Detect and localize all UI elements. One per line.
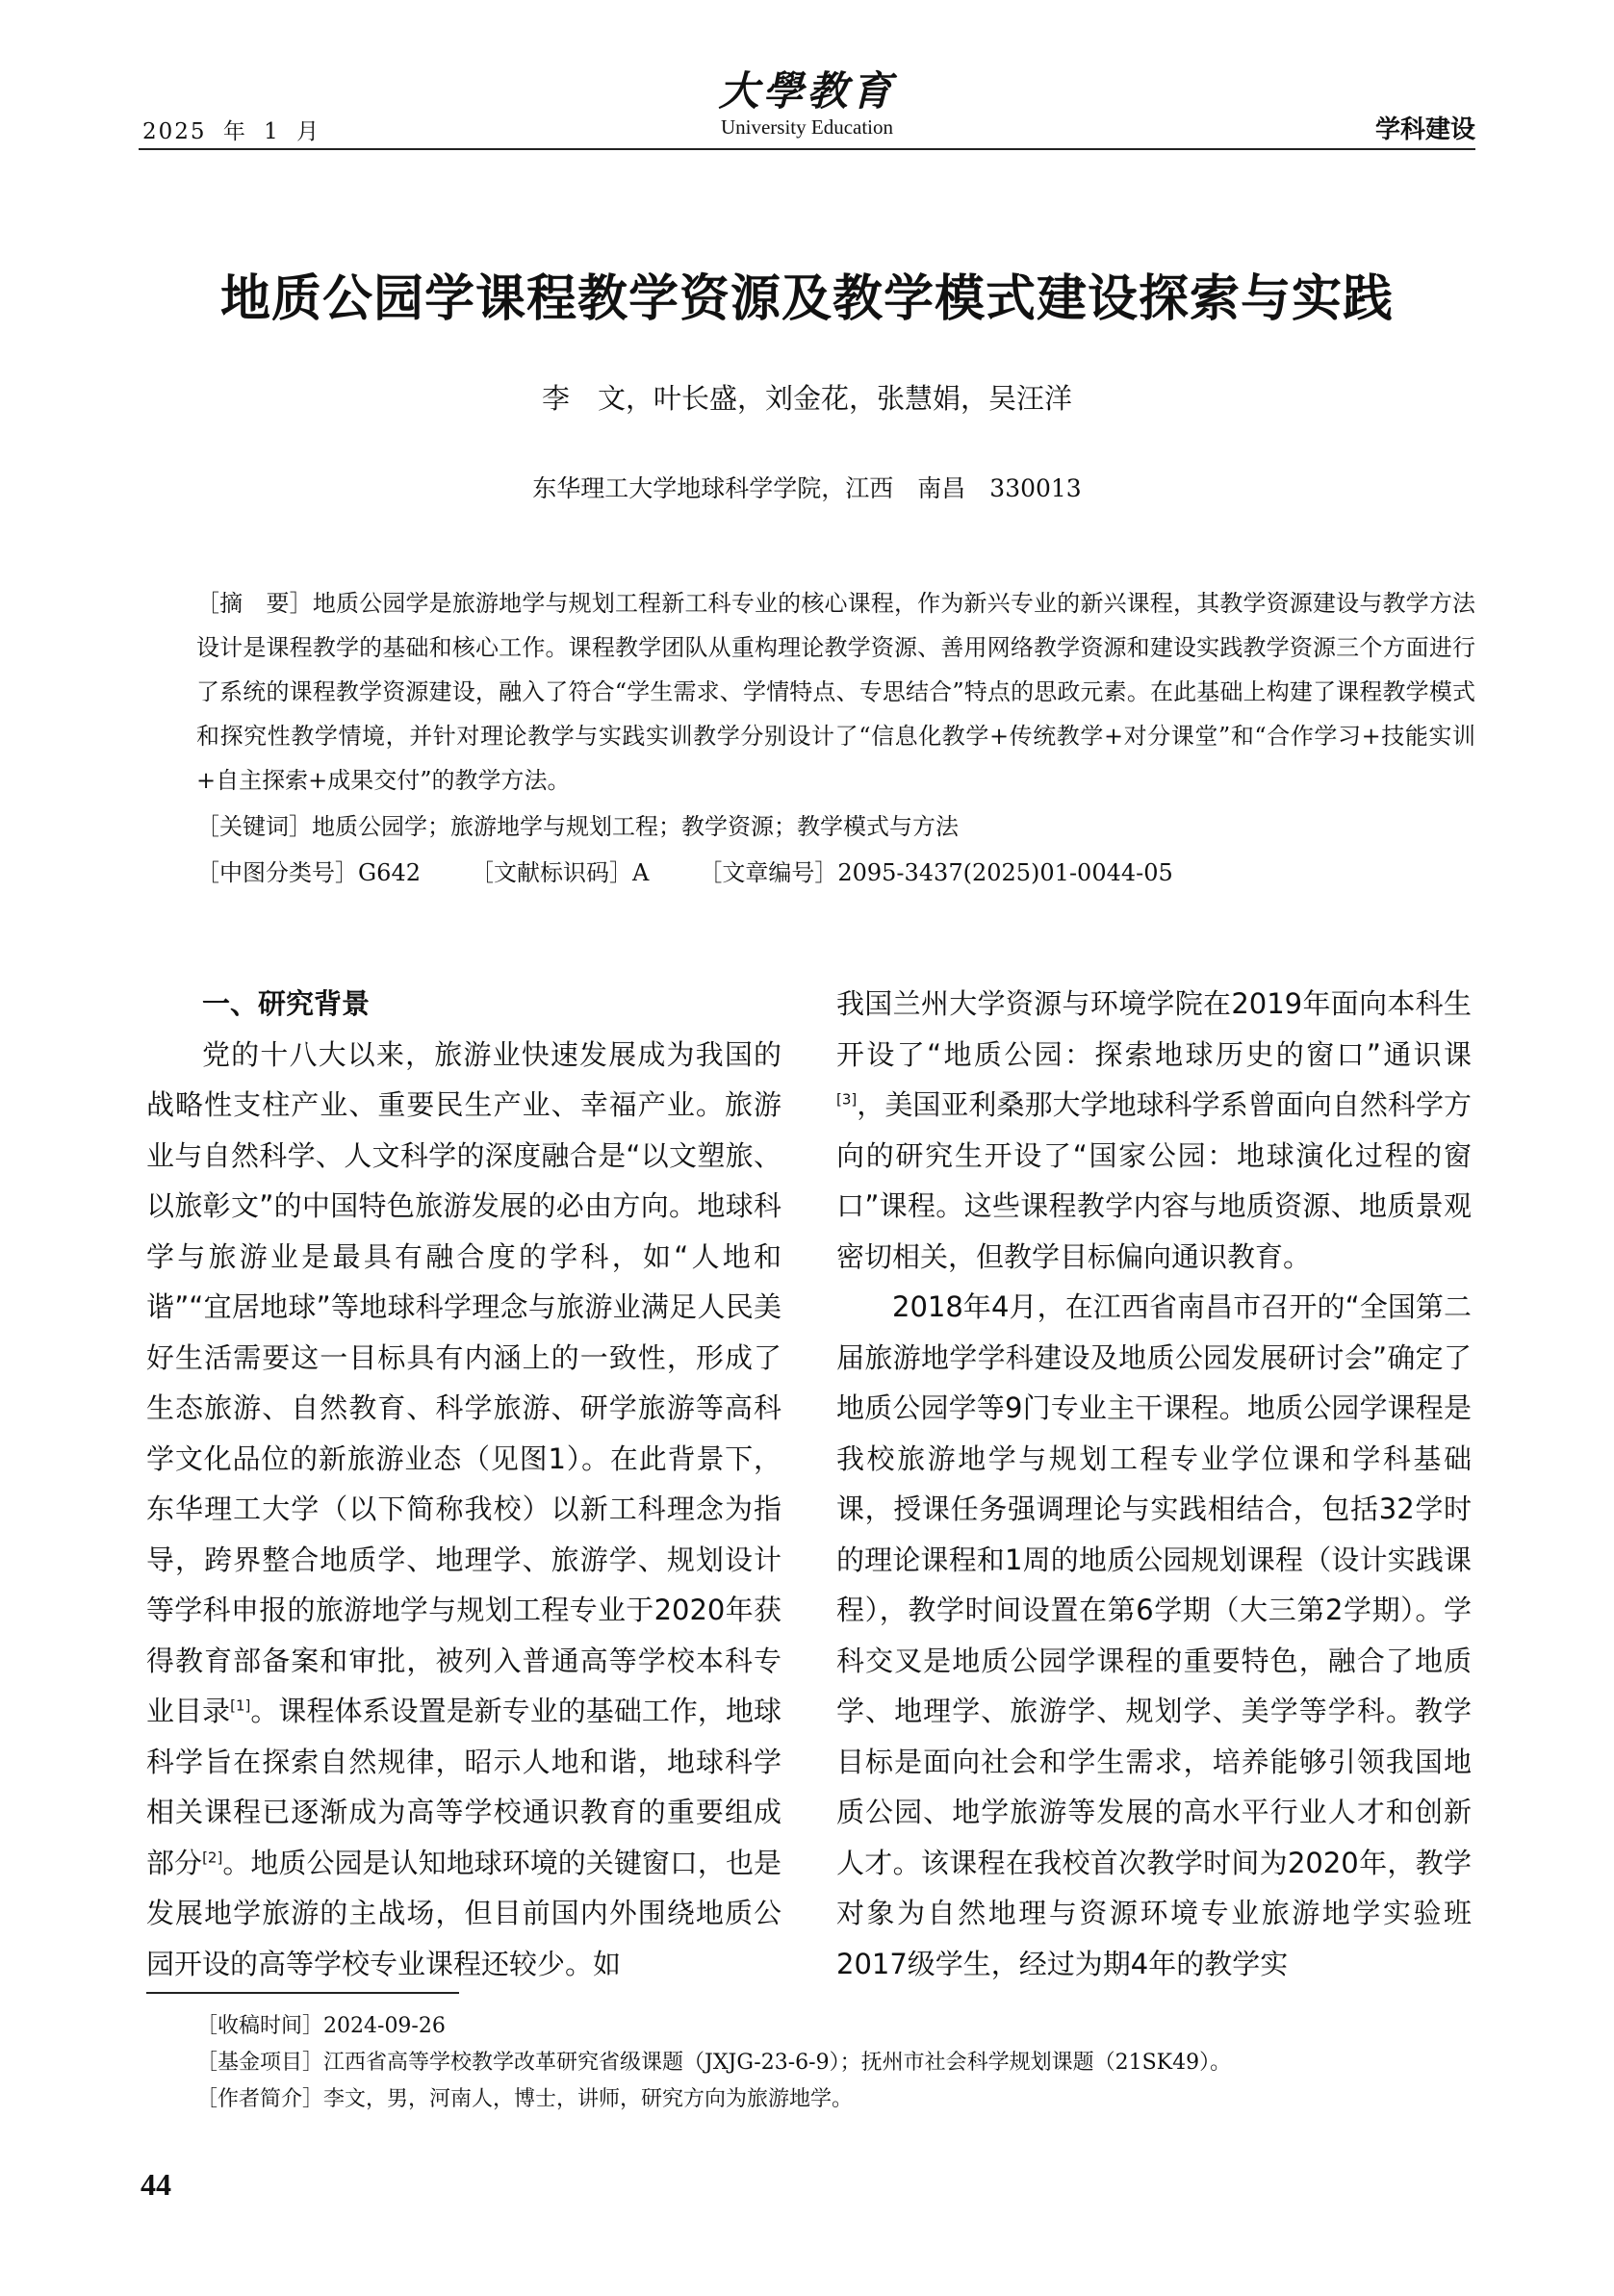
body-paragraph: 2018年4月，在江西省南昌市召开的“全国第二届旅游地学学科建设及地质公园发展研讨会”确定了地质公园学等9门专业主干课程。地质公园学课程是我校旅游地学与规划工程专业学位课和学科基础课，授课任务强调理论与实践相结合，包括32学时的理论课程和1周的地质公园规划课程（设计实践课程），教学时间设置在第6学期（大三第2学期）。学科交叉是地质公园学课程的重要特色，融合了地质学、地理学、旅游学、规划学、美学等学科。教学目标是面向社会和学生需求，培养能够引领我国地质公园、地学旅游等发展的高水平行业人才和创新人才。该课程在我校首次教学时间为2020年，教学对象为自然地理与资源环境专业旅游地学实验班2017级学生，经过为期4年的教学实 [836,1290,1472,1980]
page-number: 44 [141,2167,171,2202]
footnote-label: ［基金项目］ [196,2051,324,2075]
paragraph-text: 。课程体系设置是新专业的基础工作，地球科学旨在探索自然规律，昭示人地和谐，地球科学相关课程已逐渐成为高等学校通识教育的重要组成部分 [146,1695,781,1879]
clc-value: G642 [358,859,421,886]
footnotes [196,2008,1475,2118]
abstract-text: 地质公园学是旅游地学与规划工程新工科专业的核心课程，作为新兴专业的新兴课程，其教学资源建设与教学方法设计是课程教学的基础和核心工作。课程教学团队从重构理论教学资源、善用网络教学资源和建设实践教学资源三个方面进行了系统的课程教学资源建设，融入了符合“学生需求、学情特点、专思结合”特点的思政元素。在此基础上构建了课程教学模式和探究性教学情境，并针对理论教学与实践实训教学分别设计了“信息化教学+传统教学+对分课堂”和“合作学习+技能实训+自主探索+成果交付”的教学方法。 [196,590,1476,794]
article-number-label: ［文章编号］ [699,859,838,886]
keywords-text: 地质公园学；旅游地学与规划工程；教学资源；教学模式与方法 [312,813,959,840]
body-column-left [146,979,781,1989]
body-paragraph [836,979,1472,1282]
fund-project [196,2045,1475,2081]
abstract-label: ［摘 要］ [196,590,313,617]
journal-name: University Education [720,115,894,139]
abstract [196,581,1475,803]
affiliation: 东华理工大学地球科学学院，江西 南昌 330013 [532,474,1082,502]
body-paragraph [146,1030,781,1990]
footnote-value: 李文，男，河南人，博士，讲师，研究方向为旅游地学。 [323,2087,854,2111]
paragraph-text: 。地质公园是认知地球环境的关键窗口，也是发展地学旅游的主战场，但目前国内外围绕地质公园开设的高等学校专业课程还较少。如 [146,1846,781,1980]
paragraph-text: 我国兰州大学资源与环境学院在2019年面向本科生开设了“地质公园：探索地球历史的窗口”通识课 [836,987,1472,1071]
footnote-label: ［作者简介］ [196,2087,324,2111]
paragraph-text: ，美国亚利桑那大学地球科学系曾面向自然科学方向的研究生开设了“国家公园：地球演化过程的窗口”课程。这些课程教学内容与地质资源、地质景观密切相关，但教学目标偏向通识教育。 [836,1088,1472,1273]
article-number-value: 2095-3437(2025)01-0044-05 [837,859,1173,886]
paragraph-text: 党的十八大以来，旅游业快速发展成为我国的战略性支柱产业、重要民生产业、幸福产业。旅游业与自然科学、人文科学的深度融合是“以文塑旅、以旅彰文”的中国特色旅游发展的必由方向。地球科学与旅游业是最具有融合度的学科，如“人地和谐”“宜居地球”等地球科学理念与旅游业满足人民美好生活需要这一目标具有内涵上的一致性，形成了生态旅游、自然教育、科学旅游、研学旅游等高科学文化品位的新旅游业态（见图1）。在此背景下，东华理工大学（以下简称我校）以新工科理念为指导，跨界整合地质学、地理学、旅游学、规划设计等学科申报的旅游地学与规划工程专业于2020年获得教育部备案和审批，被列入普通高等学校本科专业目录 [146,1037,781,1727]
section-heading: 一、研究背景 [202,987,371,1020]
issue-date: 2025 年 1 月 [142,119,321,144]
classification-line [196,851,1475,895]
footnote-divider [146,1992,459,1994]
footnote-value: 江西省高等学校教学改革研究省级课题（JXJG-23-6-9）；抚州市社会科学规划课题（21SK49）。 [323,2051,1232,2075]
doc-code-value: A [631,859,650,886]
footnote-value: 2024-09-26 [323,2014,446,2038]
body-column-right [836,979,1472,1989]
journal-logo: 大學教育 [718,67,896,115]
keywords [196,804,1475,849]
keywords-label: ［关键词］ [196,813,312,840]
header-divider [139,148,1475,150]
footnote-label: ［收稿时间］ [196,2014,324,2038]
author-list: 李 文，叶长盛，刘金花，张慧娟，吴汪洋 [541,382,1072,415]
citation-ref: [3] [836,1090,858,1109]
citation-ref: [2] [202,1848,223,1866]
citation-ref: [1] [230,1696,251,1715]
column-name: 学科建设 [1374,115,1475,144]
author-bio [196,2081,1475,2118]
paper-title: 地质公园学课程教学资源及教学模式建设探索与实践 [219,270,1394,328]
received-date [196,2008,1475,2045]
doc-code-label: ［文献标识码］ [470,859,632,886]
clc-label: ［中图分类号］ [196,859,358,886]
